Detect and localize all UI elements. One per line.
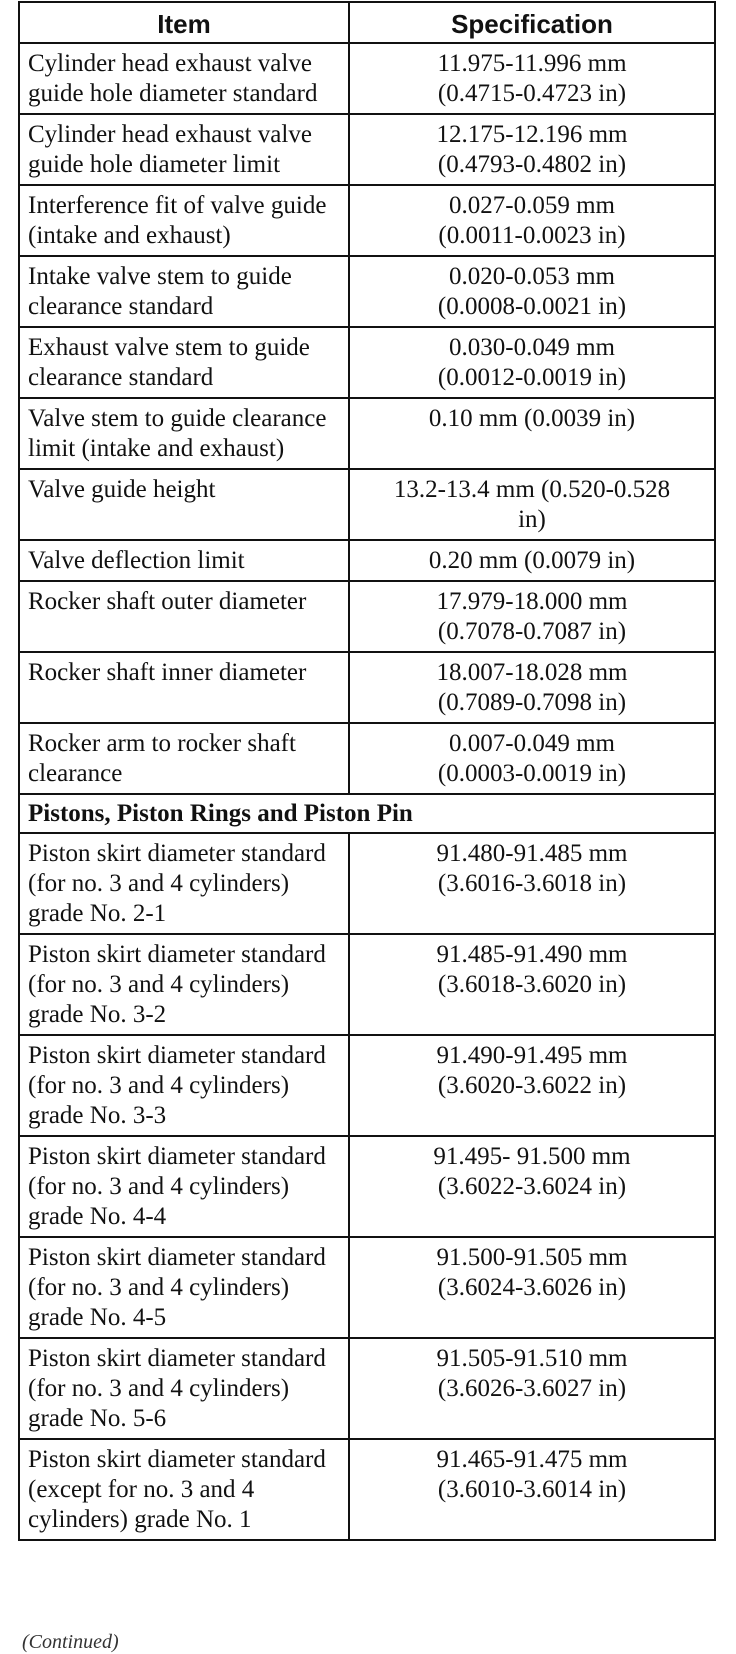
specification-cell [349,256,715,327]
section-title: Pistons, Piston Rings and Piston Pin [19,794,715,833]
specification-cell [349,833,715,934]
specification-line: (0.7089-0.7098 in) [437,689,627,716]
table-row [19,43,715,114]
continued-note: (Continued) [22,1631,119,1653]
specification-line: 0.027-0.059 mm [449,192,615,219]
specification-line: 12.175-12.196 mm [436,121,628,148]
specification-cell [349,469,715,540]
table-row [19,469,715,540]
specification-line: 17.979-18.000 mm [436,588,628,615]
item-cell: Piston skirt diameter standard (except for no. 3 and 4 cylinders) grade No. 1 [19,1439,349,1540]
table-row [19,185,715,256]
specification-cell [349,540,715,581]
table-body-bottom [19,833,715,1540]
specification-line: 91.485-91.490 mm [436,941,628,968]
table-section [19,794,715,833]
specification-cell [349,1136,715,1237]
specification-cell [349,581,715,652]
item-cell: Valve deflection limit [19,540,349,581]
specification-line: (3.6018-3.6020 in) [437,971,627,998]
specification-line: 91.490-91.495 mm [436,1042,628,1069]
specification-line: 0.10 mm (0.0039 in) [428,405,636,432]
specification-cell [349,43,715,114]
table-row [19,1439,715,1540]
table-body-top [19,43,715,794]
section-row [19,794,715,833]
table-row [19,1338,715,1439]
specification-cell [349,723,715,794]
table-row [19,1035,715,1136]
specification-line: (3.6024-3.6026 in) [437,1274,627,1301]
specification-line: 91.500-91.505 mm [436,1244,628,1271]
item-cell: Piston skirt diameter standard (for no. 3 and 4 cylinders) grade No. 3-2 [19,934,349,1035]
item-cell: Piston skirt diameter standard (for no. 3 and 4 cylinders) grade No. 5-6 [19,1338,349,1439]
specification-line: 91.505-91.510 mm [436,1345,628,1372]
item-cell: Intake valve stem to guide clearance standard [19,256,349,327]
item-cell: Rocker shaft inner diameter [19,652,349,723]
specification-cell [349,114,715,185]
item-cell: Valve stem to guide clearance limit (intake and exhaust) [19,398,349,469]
specification-line: 18.007-18.028 mm [436,659,628,686]
specification-line: 0.20 mm (0.0079 in) [428,547,636,574]
specification-line: (3.6016-3.6018 in) [437,870,627,897]
table-header-row [19,2,715,43]
specification-cell [349,1237,715,1338]
table-row [19,540,715,581]
specification-cell [349,1439,715,1540]
column-header-item: Item [19,2,349,43]
specification-line: 13.2-13.4 mm (0.520-0.528 [393,476,671,503]
specification-line: 91.480-91.485 mm [436,840,628,867]
item-cell: Piston skirt diameter standard (for no. 3 and 4 cylinders) grade No. 4-4 [19,1136,349,1237]
specification-line: (3.6010-3.6014 in) [437,1476,627,1503]
item-cell: Piston skirt diameter standard (for no. 3 and 4 cylinders) grade No. 2-1 [19,833,349,934]
specification-line: (3.6022-3.6024 in) [437,1173,627,1200]
item-cell: Cylinder head exhaust valve guide hole diameter limit [19,114,349,185]
item-cell: Piston skirt diameter standard (for no. 3 and 4 cylinders) grade No. 3-3 [19,1035,349,1136]
table-row [19,256,715,327]
table-row [19,833,715,934]
table-row [19,1136,715,1237]
table-row [19,327,715,398]
specification-line: (0.0012-0.0019 in) [437,364,627,391]
specification-cell [349,398,715,469]
item-cell: Interference fit of valve guide (intake and exhaust) [19,185,349,256]
table-row [19,398,715,469]
specification-line: (0.0008-0.0021 in) [437,293,627,320]
item-cell: Cylinder head exhaust valve guide hole diameter standard [19,43,349,114]
column-header-specification: Specification [349,2,715,43]
table-row [19,934,715,1035]
table-row [19,114,715,185]
specification-line: 91.495- 91.500 mm [433,1143,631,1170]
specification-cell [349,185,715,256]
specification-cell [349,327,715,398]
specification-cell [349,652,715,723]
specification-cell [349,934,715,1035]
item-cell: Exhaust valve stem to guide clearance standard [19,327,349,398]
specification-line: (0.4793-0.4802 in) [437,151,627,178]
specification-line: 11.975-11.996 mm [437,50,627,77]
specification-line: 0.030-0.049 mm [449,334,615,361]
specification-line: (3.6026-3.6027 in) [437,1375,627,1402]
specification-table [18,1,716,1541]
specification-line: in) [518,506,546,533]
specification-line: 0.020-0.053 mm [449,263,615,290]
item-cell: Piston skirt diameter standard (for no. 3 and 4 cylinders) grade No. 4-5 [19,1237,349,1338]
item-cell: Rocker shaft outer diameter [19,581,349,652]
specification-line: (0.7078-0.7087 in) [437,618,627,645]
table-row [19,1237,715,1338]
specification-cell [349,1035,715,1136]
specification-line: 91.465-91.475 mm [436,1446,628,1473]
specification-cell [349,1338,715,1439]
specification-line: (0.0003-0.0019 in) [437,760,627,787]
specification-line: (3.6020-3.6022 in) [437,1072,627,1099]
table-row [19,652,715,723]
specification-line: 0.007-0.049 mm [449,730,615,757]
specification-line: (0.4715-0.4723 in) [437,80,627,107]
specification-line: (0.0011-0.0023 in) [438,222,626,249]
item-cell: Rocker arm to rocker shaft clearance [19,723,349,794]
table-row [19,723,715,794]
item-cell: Valve guide height [19,469,349,540]
table-row [19,581,715,652]
